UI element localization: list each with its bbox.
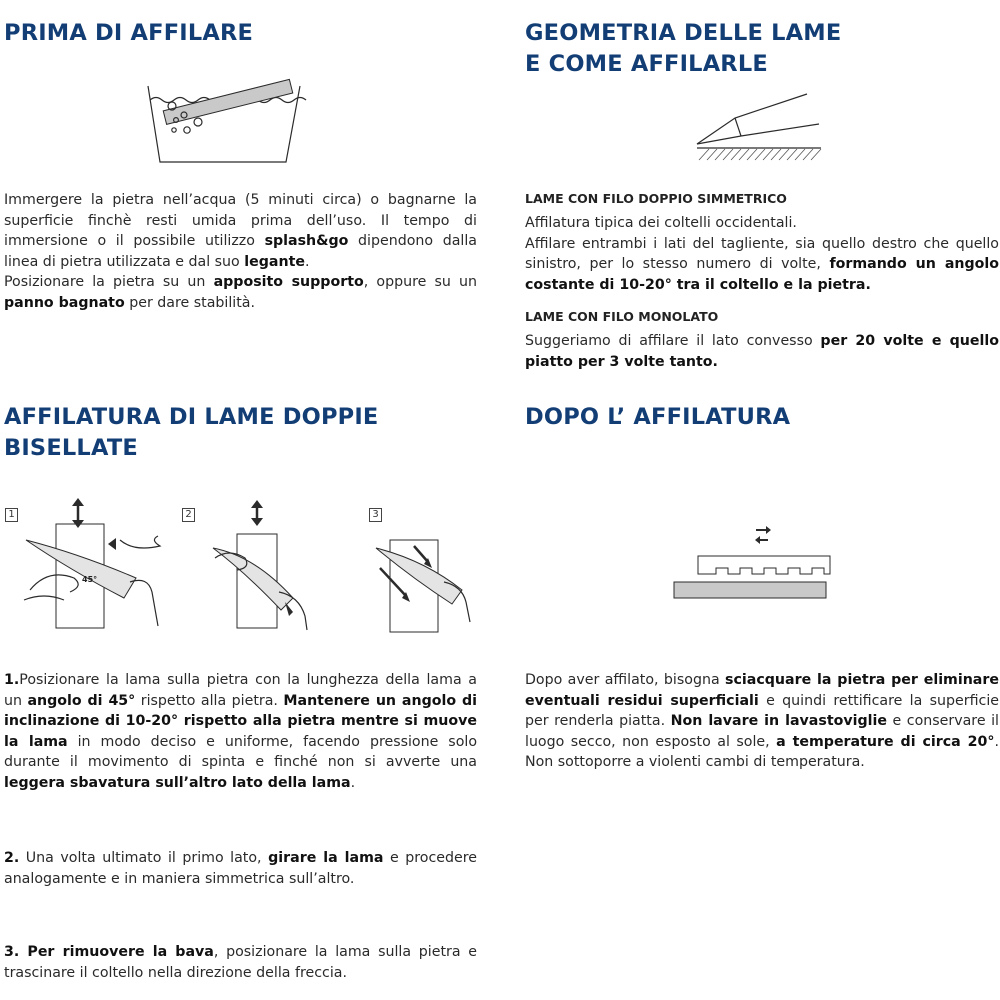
sharpening-step-2-illustration (205, 500, 335, 635)
affilatura-step2-paragraph (4, 848, 477, 889)
affilatura-step1 (4, 670, 477, 793)
text-run: Posizionare la lama sulla pietra con la lunghezza della lama a un (4, 672, 477, 709)
geometria-sub2 (525, 309, 999, 372)
bold-text-run: girare la lama (268, 850, 384, 866)
text-run: e quindi rettificare la superficie per renderla piatta. (525, 692, 999, 729)
step-label-2: 2 (182, 508, 195, 522)
text-run: Immergere la pietra nell’acqua (5 minuti circa) o bagnarne la superficie finchè resti umida prima dell’uso. Il tempo di immersione o il possibile utilizzo (4, 192, 477, 249)
bold-text-run: a temperature di circa 20° (776, 733, 995, 750)
text-run: e procedere analogamente e in maniera simmetrica sull’altro. (4, 850, 478, 887)
flattening-plate-illustration (672, 524, 832, 602)
section-title-dopo: DOPO L’ AFFILATURA (525, 404, 791, 430)
bold-text-run: 3. Per rimuovere la bava (4, 944, 214, 960)
geometria-sub2-paragraph (525, 331, 999, 372)
water-basin-illustration (140, 82, 310, 172)
bold-text-run: splash&go (264, 233, 349, 249)
text-run: , oppure su un (363, 274, 477, 290)
text-run: Posizionare la pietra su un (4, 274, 214, 290)
text-run: per dare stabilità. (124, 294, 256, 311)
geometria-sub1-heading: LAME CON FILO DOPPIO SIMMETRICO (525, 191, 787, 206)
bold-text-run: legante (244, 253, 305, 270)
section-prima (4, 18, 477, 49)
section-title-geometria-line1: GEOMETRIA DELLE LAME (525, 20, 842, 46)
geometria-sub1 (525, 191, 999, 295)
section-title-geometria-line2: E COME AFFILARLE (525, 51, 768, 77)
bold-text-run: Non lavare in lavastoviglie (670, 713, 887, 729)
dopo-text (525, 670, 999, 773)
geometria-sub2-heading: LAME CON FILO MONOLATO (525, 309, 719, 324)
step-label-3: 3 (369, 508, 382, 522)
bold-text-run: Mantenere un angolo di inclinazione di 10-20° rispetto alla pietra mentre si muove la lama (4, 692, 478, 750)
bold-text-run: angolo di 45° (27, 692, 136, 709)
geometria-sub1-paragraph (525, 213, 999, 295)
text-run: Suggeriamo di affilare il lato convesso (525, 333, 821, 349)
bold-text-run: 1. (4, 672, 20, 688)
bold-text-run: panno bagnato (4, 294, 125, 311)
affilatura-step3-paragraph (4, 942, 477, 983)
section-dopo (525, 402, 999, 433)
sharpening-step-3-illustration (368, 530, 478, 635)
prima-text (4, 190, 477, 313)
angle-label: 45° (82, 575, 98, 584)
text-run: Affilatura tipica dei coltelli occidentali. (525, 215, 797, 231)
step-label-1: 1 (5, 508, 18, 522)
sharpening-step-1-illustration (20, 500, 170, 635)
affilatura-step3 (4, 942, 477, 983)
section-title-affilatura-line2: BISELLATE (4, 435, 138, 461)
text-run: Una volta ultimato il primo lato, (19, 850, 269, 866)
blade-geometry-illustration (695, 92, 825, 172)
section-title-affilatura-line1: AFFILATURA DI LAME DOPPIE (4, 404, 379, 430)
text-run: rispetto alla pietra. (135, 692, 284, 709)
text-run: . (350, 774, 356, 791)
prima-paragraph (4, 190, 477, 313)
bold-text-run: sciacquare la pietra per eliminare eventuali residui superficiali (525, 672, 999, 709)
text-run: Dopo aver affilato, bisogna (525, 672, 726, 688)
affilatura-step1-paragraph (4, 670, 477, 793)
text-run: . Non sottoporre a violenti cambi di temperatura. (525, 733, 999, 770)
bold-text-run: apposito supporto (213, 274, 364, 290)
section-affilatura (4, 402, 477, 464)
dopo-paragraph (525, 670, 999, 773)
text-run: dipendono dalla linea di pietra utilizzata e dal suo (4, 233, 477, 270)
text-run: Affilare entrambi i lati del tagliente, sia quello destro che quello sinistro, per lo stesso numero di volte, (525, 235, 999, 272)
back-forth-arrows-icon (755, 526, 771, 544)
text-run: . (304, 253, 310, 270)
affilatura-step2 (4, 848, 477, 889)
text-run: , posizionare la lama sulla pietra e trascinare il coltello nella direzione della freccia. (4, 944, 477, 981)
bold-text-run: per 20 volte e quello piatto per 3 volte tanto. (525, 333, 999, 370)
text-run: in modo deciso e uniforme, facendo pressione solo durante il movimento di spinta e finché non si avverte una (4, 733, 477, 770)
section-geometria (525, 18, 999, 80)
bold-text-run: leggera sbavatura sull’altro lato della lama (4, 774, 351, 791)
bold-text-run: 2. (4, 850, 20, 866)
text-run: e conservare il luogo secco, non esposto al sole, (525, 713, 999, 750)
section-title-prima: PRIMA DI AFFILARE (4, 20, 254, 46)
bold-text-run: formando un angolo costante di 10-20° tra il coltello e la pietra. (525, 256, 1000, 293)
